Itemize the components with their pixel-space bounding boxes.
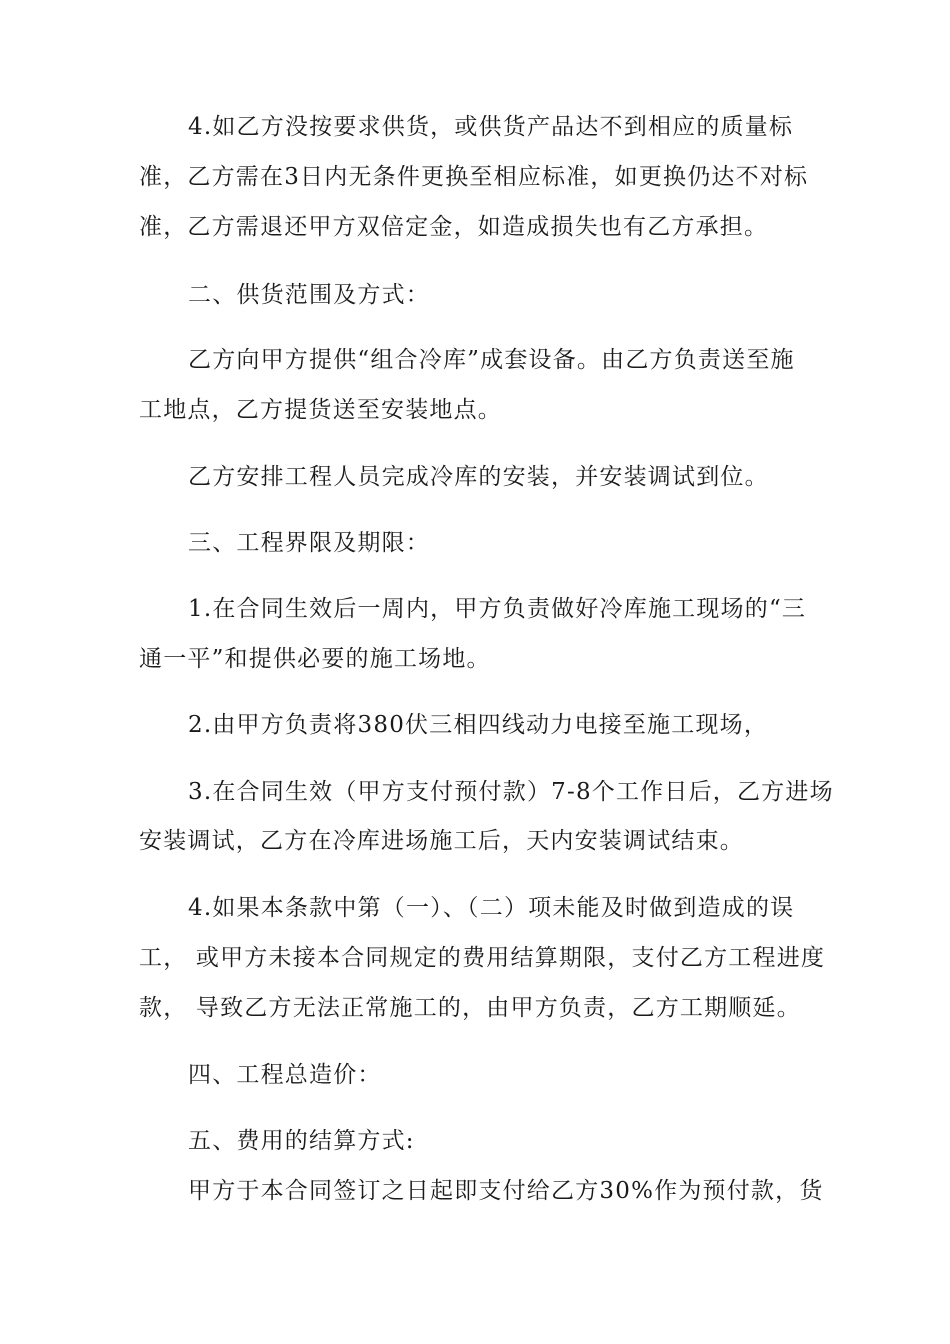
section-3-item-4-line-1: 4.如果本条款中第（一）、（二）项未能及时做到造成的误	[188, 895, 795, 921]
section-2-paragraph-1-line-1: 乙方向甲方提供“组合冷库”成套设备。由乙方负责送至施	[188, 347, 795, 373]
section-3-item-3-line-2: 安装调试，乙方在冷库进场施工后，天内安装调试结束。	[139, 828, 744, 854]
section-3-item-4-line-3: 款， 导致乙方无法正常施工的，由甲方负责，乙方工期顺延。	[139, 995, 801, 1021]
clause-4-supply-line-2: 准，乙方需在3日内无条件更换至相应标准，如更换仍达不对标	[139, 164, 809, 190]
section-4-heading: 四、工程总造价：	[188, 1062, 382, 1088]
section-2-heading: 二、供货范围及方式：	[188, 282, 430, 308]
section-2-paragraph-1-line-2: 工地点，乙方提货送至安装地点。	[139, 397, 502, 423]
clause-4-supply-line-3: 准，乙方需退还甲方双倍定金，如造成损失也有乙方承担。	[139, 214, 769, 240]
section-3-item-3-line-1: 3.在合同生效（甲方支付预付款）7-8个工作日后，乙方进场	[188, 779, 834, 805]
clause-4-supply-line-1: 4.如乙方没按要求供货，或供货产品达不到相应的质量标	[188, 114, 794, 140]
section-3-heading: 三、工程界限及期限：	[188, 530, 430, 556]
section-2-paragraph-2: 乙方安排工程人员完成冷库的安装，并安装调试到位。	[188, 464, 769, 490]
section-3-item-2: 2.由甲方负责将380伏三相四线动力电接至施工现场，	[188, 712, 769, 738]
section-3-item-1-line-2: 通一平”和提供必要的施工场地。	[139, 646, 491, 672]
section-3-item-1-line-1: 1.在合同生效后一周内，甲方负责做好冷库施工现场的“三	[188, 596, 807, 622]
section-3-item-4-line-2: 工， 或甲方未接本合同规定的费用结算期限，支付乙方工程进度	[139, 945, 826, 971]
section-5-heading: 五、费用的结算方式:	[188, 1128, 415, 1154]
section-5-paragraph-line-1: 甲方于本合同签订之日起即支付给乙方30%作为预付款，货	[188, 1178, 824, 1204]
